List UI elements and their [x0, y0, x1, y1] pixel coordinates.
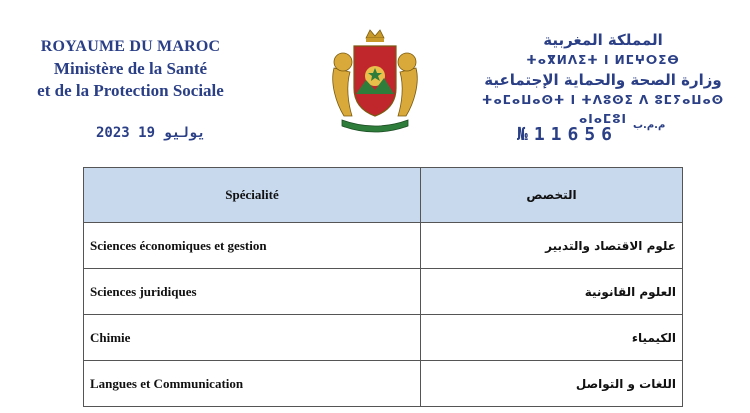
moroccan-coat-of-arms-icon — [328, 28, 422, 134]
table-row — [84, 223, 683, 269]
table-row — [84, 361, 683, 407]
specialty-ar: اللغات و التواصل — [421, 361, 683, 407]
ministry-name-fr-line1: Ministère de la Santé — [53, 59, 208, 78]
table-row — [84, 269, 683, 315]
specialty-ar: العلوم القانونية — [421, 269, 683, 315]
document-date: 2023 يوليو 19 — [96, 125, 206, 141]
specialty-ar: الكيمياء — [421, 315, 683, 361]
kingdom-name-tifinagh: ⵜⴰⴳⵍⴷⵉⵜ ⵏ ⵍⵎⵖⵔⵉⴱ — [526, 53, 680, 67]
column-header-specialite: Spécialité — [84, 168, 421, 223]
specialty-fr: Langues et Communication — [84, 361, 421, 407]
specialty-fr: Sciences économiques et gestion — [84, 223, 421, 269]
document-number-prefix: م.م.ب — [633, 120, 666, 131]
table-header-row — [84, 168, 683, 223]
column-header-takhassos: التخصص — [421, 168, 683, 223]
kingdom-name-fr: ROYAUME DU MAROC — [40, 38, 221, 55]
ministry-header-fr — [18, 36, 243, 102]
specialty-ar: علوم الاقتصاد والتدبير — [421, 223, 683, 269]
specialty-table — [83, 167, 683, 407]
specialty-fr: Chimie — [84, 315, 421, 361]
ministry-name-tifinagh: ⵜⴰⵎⴰⵡⴰⵙⵜ ⵏ ⵜⴷⵓⵙⵉ ⴷ ⵓⵎⵢⴰⵡⴰⵙ ⴰⵏⴰⵎⵓⵏ — [481, 93, 725, 126]
ministry-name-ar: وزارة الصحة والحماية الإجتماعية — [484, 71, 722, 89]
ministry-header-ar — [468, 30, 738, 129]
document-number: №11656 — [517, 124, 619, 145]
ministry-name-fr-line2: et de la Protection Sociale — [37, 81, 224, 100]
kingdom-name-ar: المملكة المغربية — [543, 31, 663, 49]
table-row — [84, 315, 683, 361]
specialty-fr: Sciences juridiques — [84, 269, 421, 315]
